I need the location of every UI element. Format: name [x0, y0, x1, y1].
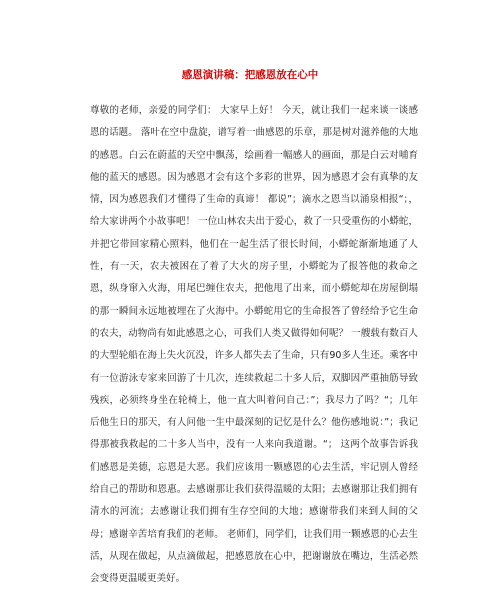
- document-title: [0, 68, 500, 82]
- document-body: 尊敬的老师，亲爱的同学们： 大家早上好！ 今天，就让我们一起来谈一谈感恩的话题。 落叶在空中盘旋，谱写着一曲感恩的乐章，那是树对滋养他的大地的感恩。白云在蔚蓝的天空中飘荡，绘画着一幅感人的画面，那是白云对哺育他的蓝天的感恩。因为感恩才会有这个多彩的世界，因为感恩才会有真挚的友情，因为感恩我们才懂得了生命的真谛！ 都说”；滴水之恩当以涌泉相报“；，给大家讲两个小故事吧！ 一位山林农夫出于爱心，救了一只受重伤的小蟒蛇，并把它带回家精心照料，他们在一起生活了很长时间，小蟒蛇渐渐地通了人性，有一天，农夫被困在了着了大火的房子里，小蟒蛇为了报答他的救命之恩，纵身窜入火海，用尾巴缠住农夫，把他甩了出来，而小蟒蛇却在房屋倒塌的那一瞬间永远地被埋在了火海中。小蟒蛇用它的生命报答了曾经给予它生命的农夫，动物尚有如此感恩之心，可我们人类又做得如何呢？ 一艘载有数百人的大型轮船在海上失火沉没，许多人都失去了生命，只有90多人生还。乘客中有一位游泳专家来回游了十几次，连续救起二十多人后，双脚因严重抽筋导致残疾，必须终身坐在轮椅上，他一直大叫着问自己：”；我尽力了吗？“；几年后他生日的那天，有人问他一生中最深刻的记忆是什么？他伤感地说：”；我记得那被我救起的二十多人当中，没有一人来向我道谢。“； 这两个故事告诉我们感恩是美德，忘恩是大恶。我们应该用一颗感恩的心去生活，牢记别人曾经给自己的帮助和恩惠。去感谢那让我们获得温暖的太阳；去感谢那让我们拥有清水的河流；去感谢让我们拥有生存空间的大地；感谢带我们来到人间的父母；感谢辛苦培育我们的老师。 老师们，同学们，让我们用一颗感恩的心去生活，从现在做起，从点滴做起，把感恩放在心中，把谢谢放在嘴边，生活必然会变得更温暖更美好。: [90, 105, 418, 585]
- document-title-text: 感恩演讲稿：把感恩放在心中: [181, 69, 319, 81]
